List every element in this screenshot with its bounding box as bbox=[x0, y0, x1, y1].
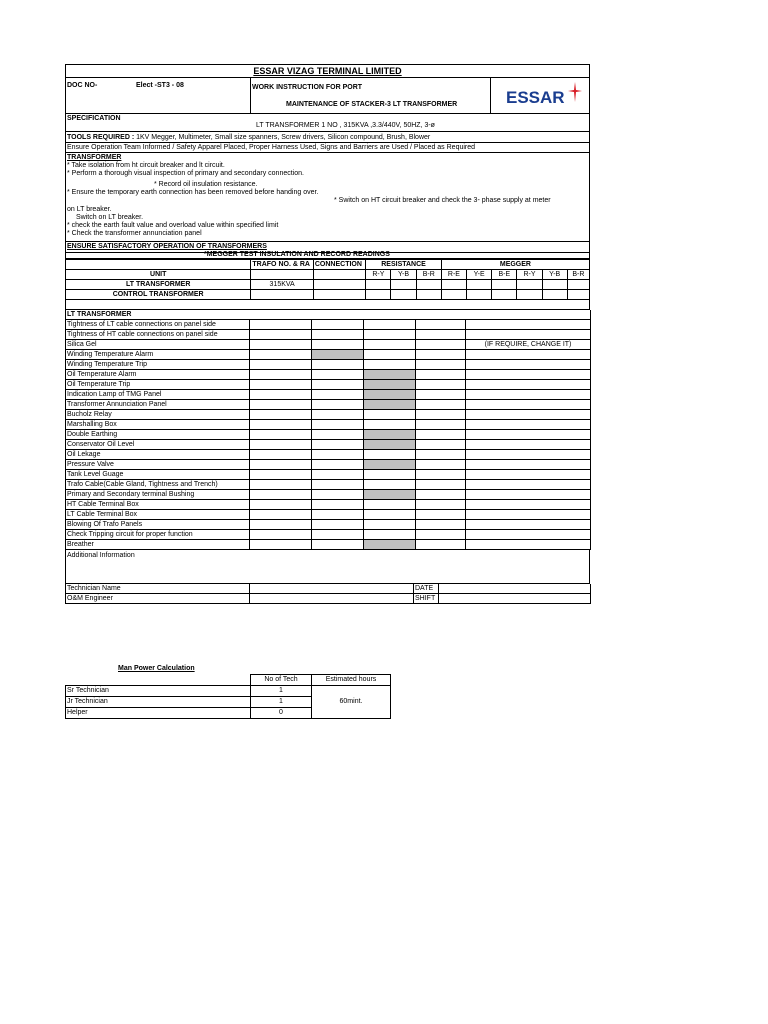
row-lt-label: LT TRANSFORMER bbox=[66, 280, 251, 290]
checklist-cell[interactable] bbox=[250, 540, 312, 550]
checklist-cell[interactable] bbox=[466, 350, 591, 360]
checklist-cell[interactable] bbox=[312, 440, 364, 450]
step-3: * Record oil insulation resistance. bbox=[154, 181, 258, 188]
checklist-item-label: Silica Gel bbox=[66, 340, 250, 350]
checklist-cell[interactable] bbox=[364, 370, 416, 380]
checklist-row bbox=[66, 410, 591, 420]
checklist-cell[interactable] bbox=[466, 500, 591, 510]
checklist-cell[interactable] bbox=[364, 410, 416, 420]
checklist-cell[interactable] bbox=[466, 510, 591, 520]
checklist-item-label: Winding Temperature Alarm bbox=[66, 350, 250, 360]
checklist-cell[interactable] bbox=[416, 460, 466, 470]
checklist-cell[interactable] bbox=[416, 330, 466, 340]
checklist-row bbox=[66, 460, 591, 470]
doc-header-row bbox=[65, 78, 590, 114]
checklist-row bbox=[66, 470, 591, 480]
step-4: * Ensure the temporary earth connection has been removed before handing over. bbox=[67, 189, 319, 196]
step-5-cont: on LT breaker. bbox=[67, 206, 112, 213]
reading-cell[interactable] bbox=[416, 280, 441, 290]
checklist-cell[interactable] bbox=[364, 420, 416, 430]
checklist-cell[interactable] bbox=[416, 430, 466, 440]
sub-header: Y-B bbox=[391, 270, 416, 280]
reading-cell[interactable] bbox=[517, 290, 542, 300]
reading-cell[interactable] bbox=[366, 290, 391, 300]
checklist-cell[interactable] bbox=[312, 350, 364, 360]
tech-count: 1 bbox=[251, 697, 312, 708]
engineer-label: O&M Engineer bbox=[66, 594, 250, 604]
checklist-cell[interactable] bbox=[466, 370, 591, 380]
checklist-cell[interactable] bbox=[416, 470, 466, 480]
checklist-row bbox=[66, 330, 591, 340]
checklist-cell[interactable] bbox=[250, 320, 312, 330]
step-1: * Take isolation from ht circuit breaker and lt circuit. bbox=[67, 162, 225, 169]
col-connection: CONNECTION bbox=[313, 260, 365, 270]
checklist-title: LT TRANSFORMER bbox=[66, 310, 591, 320]
document-sheet bbox=[65, 64, 590, 604]
checklist-cell[interactable] bbox=[250, 480, 312, 490]
checklist-cell[interactable] bbox=[312, 340, 364, 350]
safety-row bbox=[65, 143, 590, 153]
sub-header: B-E bbox=[492, 270, 517, 280]
checklist-cell[interactable] bbox=[466, 410, 591, 420]
transformer-title: TRANSFORMER bbox=[67, 154, 122, 161]
essar-logo bbox=[506, 88, 565, 108]
checklist-cell[interactable] bbox=[250, 490, 312, 500]
checklist-item-label: Primary and Secondary terminal Bushing bbox=[66, 490, 250, 500]
checklist-cell[interactable] bbox=[364, 430, 416, 440]
checklist-cell[interactable] bbox=[416, 340, 466, 350]
checklist-cell[interactable] bbox=[416, 390, 466, 400]
engineer-row bbox=[66, 594, 591, 604]
reading-cell[interactable] bbox=[567, 290, 589, 300]
checklist-cell[interactable] bbox=[466, 480, 591, 490]
checklist-cell[interactable] bbox=[466, 420, 591, 430]
checklist-cell[interactable] bbox=[250, 370, 312, 380]
reading-cell[interactable] bbox=[441, 290, 466, 300]
checklist-item-label: Blowing Of Trafo Panels bbox=[66, 520, 250, 530]
checklist-cell[interactable] bbox=[312, 360, 364, 370]
checklist-cell[interactable] bbox=[466, 430, 591, 440]
checklist-cell[interactable] bbox=[250, 340, 312, 350]
checklist-cell[interactable] bbox=[312, 430, 364, 440]
checklist-cell[interactable] bbox=[312, 460, 364, 470]
checklist-cell[interactable] bbox=[364, 510, 416, 520]
reading-cell[interactable] bbox=[542, 290, 567, 300]
checklist-cell[interactable] bbox=[466, 330, 591, 340]
checklist-cell[interactable] bbox=[312, 370, 364, 380]
checklist-row bbox=[66, 400, 591, 410]
silica-note: (IF REQUIRE, CHANGE IT) bbox=[466, 340, 591, 350]
checklist-cell[interactable] bbox=[364, 500, 416, 510]
row-control-label: CONTROL TRANSFORMER bbox=[66, 290, 251, 300]
checklist-item-label: HT Cable Terminal Box bbox=[66, 500, 250, 510]
engineer-input[interactable] bbox=[250, 594, 414, 604]
reading-cell[interactable] bbox=[567, 280, 589, 290]
date-label: DATE bbox=[414, 584, 439, 594]
checklist-row bbox=[66, 370, 591, 380]
checklist-cell[interactable] bbox=[466, 360, 591, 370]
manpower-table bbox=[65, 674, 391, 719]
checklist-cell[interactable] bbox=[416, 420, 466, 430]
operation-title-row bbox=[65, 241, 590, 259]
shift-label: SHIFT bbox=[414, 594, 439, 604]
checklist-cell[interactable] bbox=[466, 520, 591, 530]
essar-logo-text: ESSAR bbox=[506, 88, 565, 107]
checklist-cell[interactable] bbox=[250, 500, 312, 510]
checklist-cell[interactable] bbox=[312, 470, 364, 480]
spec-label: SPECIFICATION bbox=[67, 115, 121, 122]
technician-label: Technician Name bbox=[66, 584, 250, 594]
checklist-item-label: Trafo Cable(Cable Gland, Tightness and Trench) bbox=[66, 480, 250, 490]
checklist-cell[interactable] bbox=[364, 450, 416, 460]
checklist-row bbox=[66, 500, 591, 510]
checklist-cell[interactable] bbox=[466, 400, 591, 410]
reading-cell[interactable] bbox=[492, 290, 517, 300]
checklist-cell[interactable] bbox=[416, 530, 466, 540]
checklist-row bbox=[66, 350, 591, 360]
checklist-cell[interactable] bbox=[416, 510, 466, 520]
sub-header: B-R bbox=[416, 270, 441, 280]
additional-info-row bbox=[65, 550, 590, 584]
manpower-row bbox=[66, 686, 391, 697]
checklist-cell[interactable] bbox=[416, 540, 466, 550]
tools-value: 1KV Megger, Multimeter, Small size spanners, Screw drivers, Silicon compound, Brush, Blower bbox=[136, 134, 431, 141]
checklist-item-label: Transformer Annunciation Panel bbox=[66, 400, 250, 410]
checklist-row bbox=[66, 440, 591, 450]
instruction-title: WORK INSTRUCTION FOR PORT bbox=[252, 84, 363, 91]
checklist-cell[interactable] bbox=[416, 350, 466, 360]
reading-cell[interactable] bbox=[492, 280, 517, 290]
checklist-cell[interactable] bbox=[416, 380, 466, 390]
step-6: Switch on LT breaker. bbox=[76, 214, 144, 221]
checklist-cell[interactable] bbox=[250, 330, 312, 340]
checklist-cell[interactable] bbox=[416, 480, 466, 490]
checklist-cell[interactable] bbox=[250, 460, 312, 470]
reading-cell[interactable] bbox=[313, 290, 365, 300]
checklist-cell[interactable] bbox=[250, 440, 312, 450]
checklist-cell[interactable] bbox=[312, 400, 364, 410]
reading-cell[interactable] bbox=[441, 280, 466, 290]
sub-header: R-Y bbox=[517, 270, 542, 280]
reading-cell[interactable] bbox=[467, 280, 492, 290]
checklist-row bbox=[66, 520, 591, 530]
instruction-subtitle: MAINTENANCE OF STACKER-3 LT TRANSFORMER bbox=[286, 101, 458, 108]
checklist-cell[interactable] bbox=[416, 500, 466, 510]
operation-title: ENSURE SATISFACTORY OPERATION OF TRANSFORMERS bbox=[67, 243, 267, 250]
specification-row bbox=[65, 114, 590, 132]
tech-count: 1 bbox=[251, 686, 312, 697]
checklist-cell[interactable] bbox=[364, 360, 416, 370]
checklist-row bbox=[66, 480, 591, 490]
col-trafo: TRAFO NO. & RA bbox=[251, 260, 313, 270]
row-lt-rating: 315KVA bbox=[251, 280, 313, 290]
checklist-cell[interactable] bbox=[416, 320, 466, 330]
checklist-cell[interactable] bbox=[364, 440, 416, 450]
col-no-tech: No of Tech bbox=[251, 675, 312, 686]
checklist-item-label: Oil Temperature Alarm bbox=[66, 370, 250, 380]
checklist-row bbox=[66, 540, 591, 550]
checklist-cell[interactable] bbox=[466, 390, 591, 400]
role-label: Sr Technician bbox=[66, 686, 251, 697]
checklist-row bbox=[66, 510, 591, 520]
reading-cell[interactable] bbox=[467, 290, 492, 300]
step-2: * Perform a thorough visual inspection of primary and secondary connection. bbox=[67, 170, 304, 177]
checklist-cell[interactable] bbox=[466, 540, 591, 550]
checklist-cell[interactable] bbox=[250, 520, 312, 530]
reading-cell[interactable] bbox=[251, 290, 313, 300]
checklist-row bbox=[66, 390, 591, 400]
reading-cell[interactable] bbox=[391, 290, 416, 300]
checklist-cell[interactable] bbox=[250, 360, 312, 370]
tools-text bbox=[67, 133, 430, 142]
checklist-cell[interactable] bbox=[312, 500, 364, 510]
checklist-row bbox=[66, 360, 591, 370]
checklist-cell[interactable] bbox=[250, 400, 312, 410]
checklist-cell[interactable] bbox=[312, 530, 364, 540]
checklist-cell[interactable] bbox=[466, 450, 591, 460]
megger-row-lt bbox=[66, 280, 590, 290]
checklist-row bbox=[66, 380, 591, 390]
checklist-cell[interactable] bbox=[312, 520, 364, 530]
checklist-item-label: Conservator Oil Level bbox=[66, 440, 250, 450]
technician-input[interactable] bbox=[250, 584, 414, 594]
role-label: Jr Technician bbox=[66, 697, 251, 708]
checklist-cell[interactable] bbox=[364, 400, 416, 410]
checklist-item-label: LT Cable Terminal Box bbox=[66, 510, 250, 520]
checklist-cell[interactable] bbox=[312, 450, 364, 460]
checklist-item-label: Tightness of HT cable connections on panel side bbox=[66, 330, 250, 340]
checklist-item-label: Bucholz Relay bbox=[66, 410, 250, 420]
checklist-cell[interactable] bbox=[466, 530, 591, 540]
unit-label: UNIT bbox=[66, 270, 251, 280]
step-7: * check the earth fault value and overload value within specified limit bbox=[67, 222, 279, 229]
checklist-item-label: Double Earthing bbox=[66, 430, 250, 440]
megger-row-control bbox=[66, 290, 590, 300]
spacer-row bbox=[65, 300, 590, 310]
checklist-cell[interactable] bbox=[312, 540, 364, 550]
checklist-cell[interactable] bbox=[312, 390, 364, 400]
checklist-row bbox=[66, 340, 591, 350]
checklist-cell[interactable] bbox=[250, 350, 312, 360]
date-input[interactable] bbox=[439, 584, 591, 594]
checklist-item-label: Tank Level Guage bbox=[66, 470, 250, 480]
checklist-cell[interactable] bbox=[250, 380, 312, 390]
checklist-cell[interactable] bbox=[416, 440, 466, 450]
checklist-row bbox=[66, 420, 591, 430]
checklist-cell[interactable] bbox=[364, 340, 416, 350]
megger-subheader-row bbox=[66, 270, 590, 280]
checklist-cell[interactable] bbox=[364, 490, 416, 500]
step-8: * Check the transformer annunciation panel bbox=[67, 230, 202, 237]
checklist-cell[interactable] bbox=[364, 540, 416, 550]
sub-header: R-Y bbox=[366, 270, 391, 280]
checklist-table bbox=[65, 310, 591, 550]
safety-text: Ensure Operation Team Informed / Safety Apparel Placed, Proper Harness Used, Signs and Barriers are Used / Placed as Required bbox=[67, 144, 476, 151]
checklist-item-label: Winding Temperature Trip bbox=[66, 360, 250, 370]
megger-table bbox=[65, 259, 590, 300]
tech-count: 0 bbox=[251, 708, 312, 719]
checklist-row bbox=[66, 530, 591, 540]
megger-title: *MEGGER TEST INSULATION AND RECORD READINGS bbox=[204, 251, 390, 258]
checklist-cell[interactable] bbox=[364, 470, 416, 480]
checklist-cell[interactable] bbox=[250, 430, 312, 440]
checklist-cell[interactable] bbox=[466, 460, 591, 470]
checklist-cell[interactable] bbox=[312, 420, 364, 430]
checklist-cell[interactable] bbox=[466, 440, 591, 450]
checklist-cell[interactable] bbox=[416, 370, 466, 380]
checklist-cell[interactable] bbox=[312, 410, 364, 420]
col-megger: MEGGER bbox=[441, 260, 589, 270]
checklist-cell[interactable] bbox=[364, 390, 416, 400]
signoff-table bbox=[65, 584, 591, 604]
reading-cell[interactable] bbox=[391, 280, 416, 290]
checklist-row bbox=[66, 320, 591, 330]
transformer-procedure bbox=[65, 153, 590, 253]
checklist-cell[interactable] bbox=[250, 510, 312, 520]
col-resistance: RESISTANCE bbox=[366, 260, 442, 270]
checklist-cell[interactable] bbox=[364, 530, 416, 540]
checklist-item-label: Pressure Valve bbox=[66, 460, 250, 470]
checklist-item-label: Indication Lamp of TMG Panel bbox=[66, 390, 250, 400]
checklist-cell[interactable] bbox=[250, 450, 312, 460]
checklist-cell[interactable] bbox=[416, 360, 466, 370]
checklist-cell[interactable] bbox=[364, 320, 416, 330]
checklist-cell[interactable] bbox=[416, 490, 466, 500]
checklist-row bbox=[66, 430, 591, 440]
spec-value: LT TRANSFORMER 1 NO , 315KVA ,3.3/440V, 50HZ, 3-ø bbox=[256, 122, 435, 129]
checklist-cell[interactable] bbox=[364, 380, 416, 390]
checklist-cell[interactable] bbox=[364, 480, 416, 490]
megger-header-row bbox=[66, 260, 590, 270]
estimated-hours: 60mint. bbox=[312, 686, 391, 719]
checklist-cell[interactable] bbox=[364, 330, 416, 340]
checklist-cell[interactable] bbox=[312, 490, 364, 500]
checklist-item-label: Oil Temperature Trip bbox=[66, 380, 250, 390]
reading-cell[interactable] bbox=[517, 280, 542, 290]
checklist-cell[interactable] bbox=[312, 480, 364, 490]
checklist-cell[interactable] bbox=[466, 380, 591, 390]
checklist-cell[interactable] bbox=[364, 460, 416, 470]
checklist-cell[interactable] bbox=[312, 330, 364, 340]
company-title: ESSAR VIZAG TERMINAL LIMITED bbox=[253, 66, 402, 76]
reading-cell[interactable] bbox=[313, 280, 365, 290]
checklist-cell[interactable] bbox=[364, 350, 416, 360]
checklist-cell[interactable] bbox=[312, 320, 364, 330]
sub-header: Y-E bbox=[467, 270, 492, 280]
role-label: Helper bbox=[66, 708, 251, 719]
sub-header: R-E bbox=[441, 270, 466, 280]
shift-input[interactable] bbox=[439, 594, 591, 604]
checklist-cell[interactable] bbox=[250, 470, 312, 480]
manpower-header-row bbox=[66, 675, 391, 686]
manpower-title: Man Power Calculation bbox=[118, 665, 195, 672]
checklist-item-label: Breather bbox=[66, 540, 250, 550]
sub-header: Y-B bbox=[542, 270, 567, 280]
checklist-item-label: Oil Lekage bbox=[66, 450, 250, 460]
additional-info-label: Additional Information bbox=[67, 552, 135, 559]
checklist-cell[interactable] bbox=[416, 400, 466, 410]
checklist-cell[interactable] bbox=[312, 510, 364, 520]
col-estimated-hours: Estimated hours bbox=[312, 675, 391, 686]
doc-no-label: DOC NO- bbox=[67, 82, 98, 89]
checklist-cell[interactable] bbox=[416, 410, 466, 420]
checklist-item-label: Tightness of LT cable connections on panel side bbox=[66, 320, 250, 330]
doc-no-value: Elect -ST3 - 08 bbox=[136, 82, 184, 89]
reading-cell[interactable] bbox=[416, 290, 441, 300]
tools-label: TOOLS REQUIRED : bbox=[67, 134, 135, 141]
checklist-cell[interactable] bbox=[250, 420, 312, 430]
checklist-row bbox=[66, 450, 591, 460]
checklist-cell[interactable] bbox=[416, 450, 466, 460]
step-5: * Switch on HT circuit breaker and check the 3- phase supply at meter bbox=[334, 197, 551, 204]
company-title-row bbox=[65, 64, 590, 78]
checklist-cell[interactable] bbox=[312, 380, 364, 390]
sub-header: B-R bbox=[567, 270, 589, 280]
checklist-cell[interactable] bbox=[250, 390, 312, 400]
checklist-item-label: Check Tripping circuit for proper function bbox=[66, 530, 250, 540]
checklist-cell[interactable] bbox=[416, 520, 466, 530]
technician-row bbox=[66, 584, 591, 594]
checklist-cell[interactable] bbox=[466, 320, 591, 330]
reading-cell[interactable] bbox=[366, 280, 391, 290]
checklist-cell[interactable] bbox=[466, 490, 591, 500]
checklist-cell[interactable] bbox=[250, 410, 312, 420]
checklist-item-label: Marshalling Box bbox=[66, 420, 250, 430]
tools-row bbox=[65, 132, 590, 143]
essar-star-icon bbox=[568, 82, 582, 102]
checklist-cell[interactable] bbox=[364, 520, 416, 530]
checklist-cell[interactable] bbox=[250, 530, 312, 540]
checklist-row bbox=[66, 490, 591, 500]
reading-cell[interactable] bbox=[542, 280, 567, 290]
checklist-cell[interactable] bbox=[466, 470, 591, 480]
checklist-title-row bbox=[66, 310, 591, 320]
